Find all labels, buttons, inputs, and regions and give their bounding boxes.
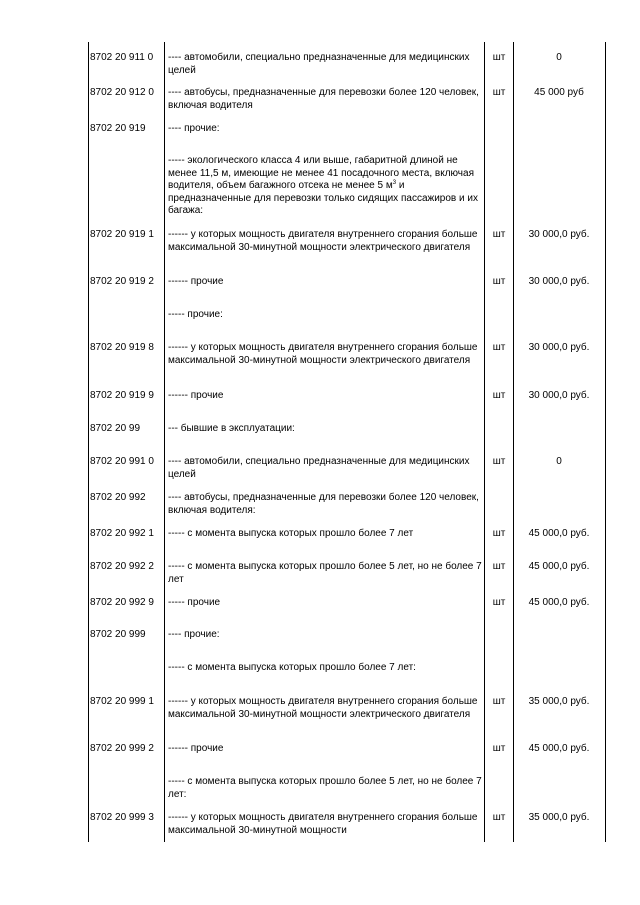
item-description: ---- прочие: bbox=[168, 123, 220, 134]
unit-of-measure: шт bbox=[492, 812, 506, 823]
unit-of-measure: шт bbox=[492, 342, 506, 353]
duty-rate: 30 000,0 руб. bbox=[528, 390, 590, 401]
tariff-code: 8702 20 919 8 bbox=[90, 342, 154, 353]
unit-of-measure: шт bbox=[492, 743, 506, 754]
tariff-code: 8702 20 992 1 bbox=[90, 528, 154, 539]
unit-of-measure: шт bbox=[492, 87, 506, 98]
item-description: ------ у которых мощность двигателя внутреннего сгорания больше максимальной 30-минутной мощности электрического двигателя bbox=[168, 696, 478, 720]
duty-rate: 35 000,0 руб. bbox=[528, 696, 590, 707]
table-border-left bbox=[88, 42, 89, 842]
table-border-right bbox=[605, 42, 606, 842]
item-description: ----- с момента выпуска которых прошло более 5 лет, но не более 7 лет: bbox=[168, 776, 482, 800]
description-text: ----- экологического класса 4 или выше, габаритной длиной не менее 11,5 м, имеющие не менее 41 посадочного места, включая водителя, объем багажного отсека не менее 5 м bbox=[168, 155, 474, 191]
description-text-tail: и предназначенные для перевозки только сидящих пассажиров и их багажа: bbox=[168, 180, 478, 216]
cubic-superscript: 3 bbox=[392, 180, 397, 186]
duty-rate: 45 000,0 руб. bbox=[528, 528, 590, 539]
column-divider-unit bbox=[513, 42, 514, 842]
item-description: ----- прочие: bbox=[168, 309, 223, 320]
item-description: ---- автобусы, предназначенные для перевозки более 120 человек, включая водителя: bbox=[168, 492, 479, 516]
unit-of-measure: шт bbox=[492, 696, 506, 707]
item-description: ----- с момента выпуска которых прошло более 5 лет, но не более 7 лет bbox=[168, 561, 482, 585]
unit-of-measure: шт bbox=[492, 561, 506, 572]
unit-of-measure: шт bbox=[492, 528, 506, 539]
item-description: ---- автомобили, специально предназначенные для медицинских целей bbox=[168, 456, 470, 480]
duty-rate: 35 000,0 руб. bbox=[528, 812, 590, 823]
item-description: ---- автомобили, специально предназначенные для медицинских целей bbox=[168, 52, 470, 76]
unit-of-measure: шт bbox=[492, 390, 506, 401]
item-description: ---- автобусы, предназначенные для перевозки более 120 человек, включая водителя bbox=[168, 87, 479, 111]
tariff-code: 8702 20 991 0 bbox=[90, 456, 154, 467]
item-description: ----- прочие bbox=[168, 597, 221, 608]
item-description: ------ прочие bbox=[168, 390, 224, 401]
unit-of-measure: шт bbox=[492, 52, 506, 63]
duty-rate: 30 000,0 руб. bbox=[528, 276, 590, 287]
tariff-code: 8702 20 919 1 bbox=[90, 229, 154, 240]
item-description bbox=[168, 155, 482, 218]
tariff-code: 8702 20 992 9 bbox=[90, 597, 154, 608]
tariff-code: 8702 20 992 bbox=[90, 492, 146, 503]
tariff-code: 8702 20 919 2 bbox=[90, 276, 154, 287]
unit-of-measure: шт bbox=[492, 276, 506, 287]
duty-rate: 45 000,0 руб. bbox=[528, 743, 590, 754]
tariff-code: 8702 20 992 2 bbox=[90, 561, 154, 572]
duty-rate: 30 000,0 руб. bbox=[528, 342, 590, 353]
item-description: ----- с момента выпуска которых прошло более 7 лет: bbox=[168, 662, 416, 673]
item-description: ----- с момента выпуска которых прошло более 7 лет bbox=[168, 528, 414, 539]
column-divider-code bbox=[164, 42, 165, 842]
duty-rate: 0 bbox=[556, 456, 562, 467]
item-description: ------ у которых мощность двигателя внутреннего сгорания больше максимальной 30-минутной мощности электрического двигателя bbox=[168, 229, 478, 253]
item-description: ------ у которых мощность двигателя внутреннего сгорания больше максимальной 30-минутной мощности электрического двигателя bbox=[168, 342, 478, 366]
unit-of-measure: шт bbox=[492, 597, 506, 608]
duty-rate: 30 000,0 руб. bbox=[528, 229, 590, 240]
duty-rate: 45 000,0 руб. bbox=[528, 597, 590, 608]
duty-rate: 0 bbox=[556, 52, 562, 63]
tariff-code: 8702 20 999 bbox=[90, 629, 146, 640]
unit-of-measure: шт bbox=[492, 229, 506, 240]
item-description: ------ прочие bbox=[168, 743, 224, 754]
tariff-code: 8702 20 999 3 bbox=[90, 812, 154, 823]
column-divider-description bbox=[484, 42, 485, 842]
duty-rate: 45 000 руб bbox=[534, 87, 584, 98]
tariff-code: 8702 20 999 1 bbox=[90, 696, 154, 707]
item-description: ------ прочие bbox=[168, 276, 224, 287]
unit-of-measure: шт bbox=[492, 456, 506, 467]
tariff-code: 8702 20 919 9 bbox=[90, 390, 154, 401]
duty-rate: 45 000,0 руб. bbox=[528, 561, 590, 572]
item-description: ------ у которых мощность двигателя внутреннего сгорания больше максимальной 30-минутной мощности bbox=[168, 812, 478, 836]
item-description: ---- прочие: bbox=[168, 629, 220, 640]
item-description: --- бывшие в эксплуатации: bbox=[168, 423, 295, 434]
tariff-code: 8702 20 911 0 bbox=[90, 52, 154, 63]
tariff-code: 8702 20 919 bbox=[90, 123, 146, 134]
tariff-code: 8702 20 99 bbox=[90, 423, 141, 434]
tariff-code: 8702 20 912 0 bbox=[90, 87, 154, 98]
tariff-code: 8702 20 999 2 bbox=[90, 743, 154, 754]
